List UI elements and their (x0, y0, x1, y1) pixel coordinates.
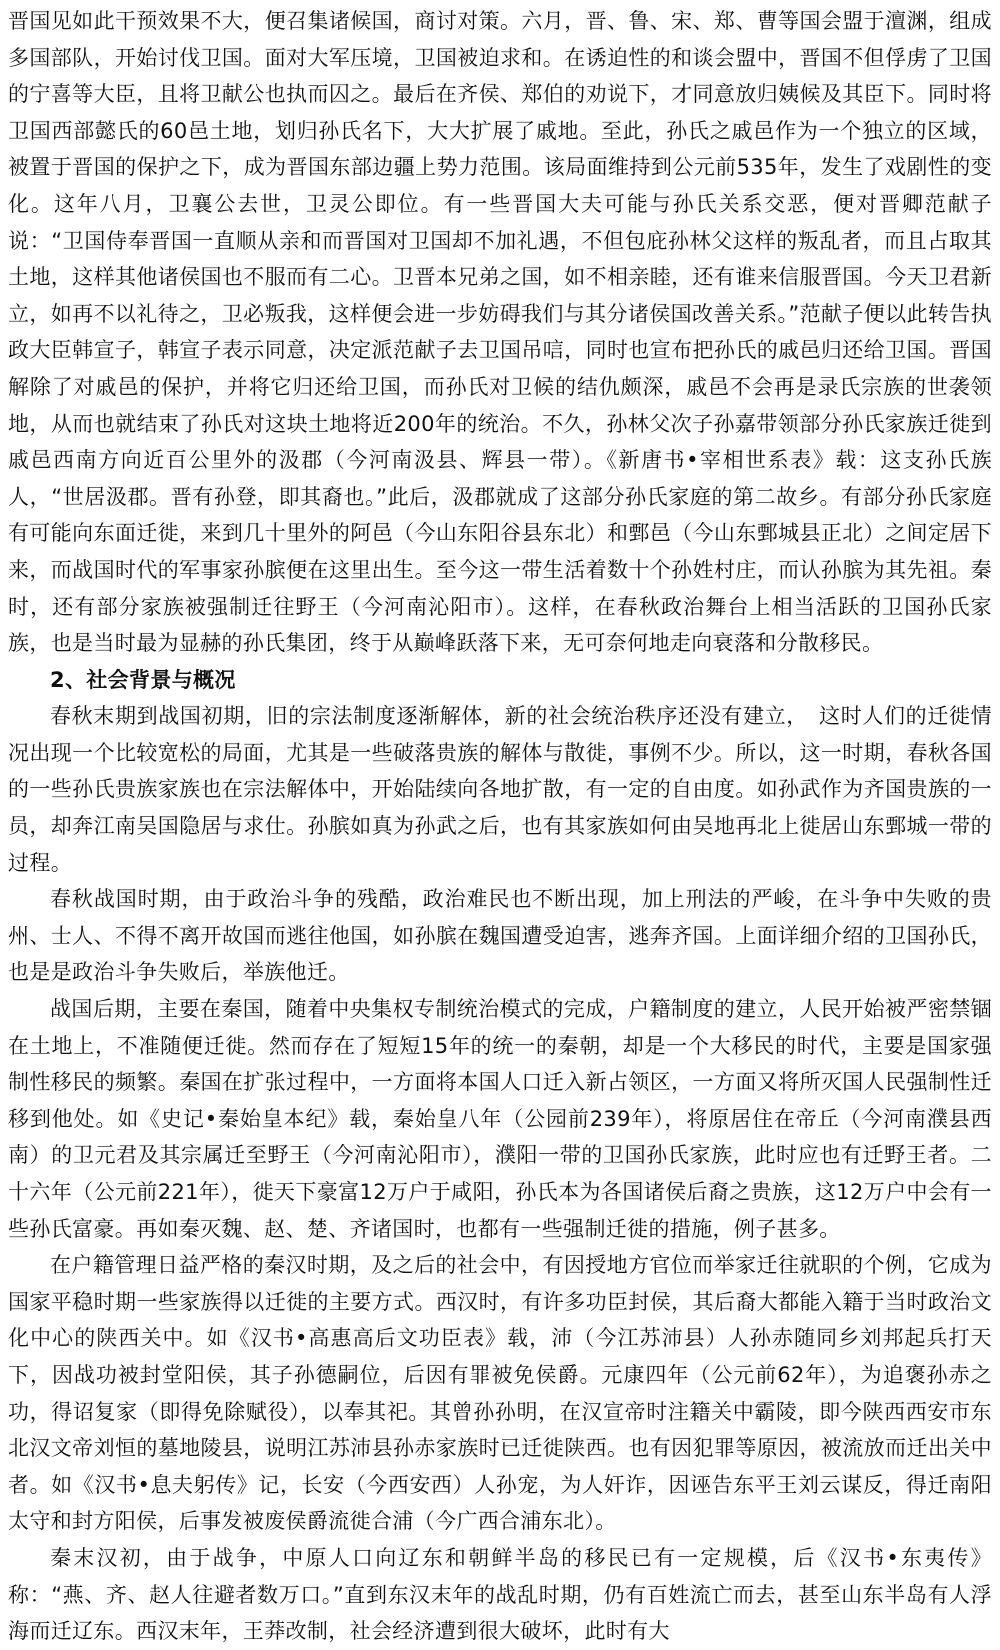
body-paragraph-3: 春秋战国时期，由于政治斗争的残酷，政治难民也不断出现，加上刑法的严峻，在斗争中失败的贵州、士人、不得不离开故国而逃往他国，如孙膑在魏国遭受迫害，逃奔齐国。上面详细介绍的卫国孙氏，也是是政治斗争失败后，举族他迁。 (8, 887, 992, 985)
body-paragraph-4: 战国后期，主要在秦国，随着中央集权专制统治模式的完成，户籍制度的建立，人民开始被严密禁锢在土地上，不准随便迁徙。然而存在了短短15年的统一的秦朝，却是一个大移民的时代，主要是国家强制性移民的频繁。秦国在扩张过程中，一方面将本国人口迁入新占领区，一方面又将所灭国人民强制性迁移到他处。如《史记•秦始皇本纪》载，秦始皇八年（公园前239年），将原居住在帝丘（今河南濮县西南）的卫元君及其宗属迁至野王（今河南沁阳市），濮阳一带的卫国孙氏家族，此时应也有迁野王者。二十六年（公元前221年），徙天下豪富12万户于咸阳，孙氏本为各国诸侯后裔之贵族，这12万户中会有一些孙氏富豪。再如秦灭魏、赵、楚、齐诸国时，也都有一些强制迁徙的措施，例子甚多。 (8, 997, 992, 1241)
section-heading: 2、社会背景与概况 (50, 667, 236, 692)
body-paragraph-6: 秦末汉初，由于战争，中原人口向辽东和朝鲜半岛的移民已有一定规模，后《汉书•东夷传》称：“燕、齐、赵人往避者数万口。”直到东汉末年的战乱时期，仍有百姓流亡而去，甚至山东半岛有人浮海而迁辽东。西汉末年，王莽改制，社会经济遭到很大破坏，此时有大 (8, 1545, 992, 1644)
body-paragraph-1: 晋国见如此干预效果不大，便召集诸候国，商讨对策。六月，晋、鲁、宋、郑、曹等国会盟于澶渊，组成多国部队，开始讨伐卫国。面对大军压境，卫国被迫求和。在诱迫性的和谈会盟中，晋国不但俘虏了卫国的宁喜等大臣，且将卫献公也执而囚之。最后在齐侯、郑伯的劝说下，才同意放归姨候及其臣下。同时将卫国西部懿氏的60邑土地，划归孙氏名下，大大扩展了戚地。至此，孙氏之戚邑作为一个独立的区域，被置于晋国的保护之下，成为晋国东部边疆上势力范围。该局面维持到公元前535年，发生了戏剧性的变化。这年八月，卫襄公去世，卫灵公即位。有一些晋国大夫可能与孙氏关系交恶，便对晋卿范献子说：“卫国侍奉晋国一直顺从亲和而晋国对卫国却不加礼遇，不但包庇孙林父这样的叛乱者，而且占取其土地，这样其他诸侯国也不服而有二心。卫晋本兄弟之国，如不相亲睦，还有谁来信服晋国。今天卫君新立，如再不以礼待之，卫必叛我，这样便会进一步妨碍我们与其分诸侯国改善关系。”范献子便以此转告执政大臣韩宣子，韩宣子表示同意，决定派范献子去卫国吊唁，同时也宣布把孙氏的戚邑归还给卫国。晋国解除了对戚邑的保护，并将它归还给卫国，而孙氏对卫候的结仇颇深，戚邑不会再是录氏宗族的世袭领地，从而也就结束了孙氏对这块土地将近200年的统治。不久，孙林父次子孙嘉带领部分孙氏家族迁徙到戚邑西南方向近百公里外的汲郡（今河南汲县、辉县一带）。《新唐书•宰相世系表》载：这支孙氏族人，“世居汲郡。晋有孙登，即其裔也。”此后，汲郡就成了这部分孙氏家庭的第二故乡。有部分孙氏家庭有可能向东面迁徙，来到几十里外的阿邑（今山东阳谷县东北）和鄄邑（今山东鄄城县正北）之间定居下来，而战国时代的军事家孙膑便在这里出生。至今这一带生活着数十个孙姓村庄，而认孙膑为其先祖。秦时，还有部分家族被强制迁往野王（今河南沁阳市）。这样，在春秋政治舞台上相当活跃的卫国孙氏家族，也是当时最为显赫的孙氏集团，终于从巅峰跃落下来，无可奈何地走向衰落和分散移民。 (8, 9, 992, 656)
body-paragraph-2: 春秋末期到战国初期，旧的宗法制度逐渐解体，新的社会统治秩序还没有建立， 这时人们的迁徙情况出现一个比较宽松的局面，尤其是一些破落贵族的解体与散徙，事例不少。所以，这一时期，春秋各国的一些孙氏贵族家族也在宗法解体中，开始陆续向各地扩散，有一定的自由度。如孙武作为齐国贵族的一员，却奔江南吴国隐居与求仕。孙膑如真为孙武之后，也有其家族如何由吴地再北上徙居山东鄄城一带的过程。 (8, 704, 992, 875)
body-paragraph-5: 在户籍管理日益严格的秦汉时期，及之后的社会中，有因授地方官位而举家迁往就职的个例，它成为国家平稳时期一些家族得以迁徙的主要方式。西汉时，有许多功臣封侯，其后裔大都能入籍于当时政治文化中心的陕西关中。如《汉书•高惠高后文功臣表》载，沛（今江苏沛县）人孙赤随同乡刘邦起兵打天下，因战功被封堂阳侯，其子孙德嗣位，后因有罪被免侯爵。元康四年（公元前62年），为追褒孙赤之功，得诏复家（即得免除赋役），以奉其祀。其曾孙孙明，在汉宣帝时注籍关中霸陵，即今陕西西安市东北汉文帝刘恒的墓地陵县，说明江苏沛县孙赤家族时已迁徙陕西。也有因犯罪等原因，被流放而迁出关中者。如《汉书•息夫躬传》记，长安（今西安西）人孙宠，为人奸诈，因诬告东平王刘云谋反，得迁南阳太守和封方阳侯，后事发被废侯爵流徙合浦（今广西合浦东北）。 (8, 1253, 992, 1534)
